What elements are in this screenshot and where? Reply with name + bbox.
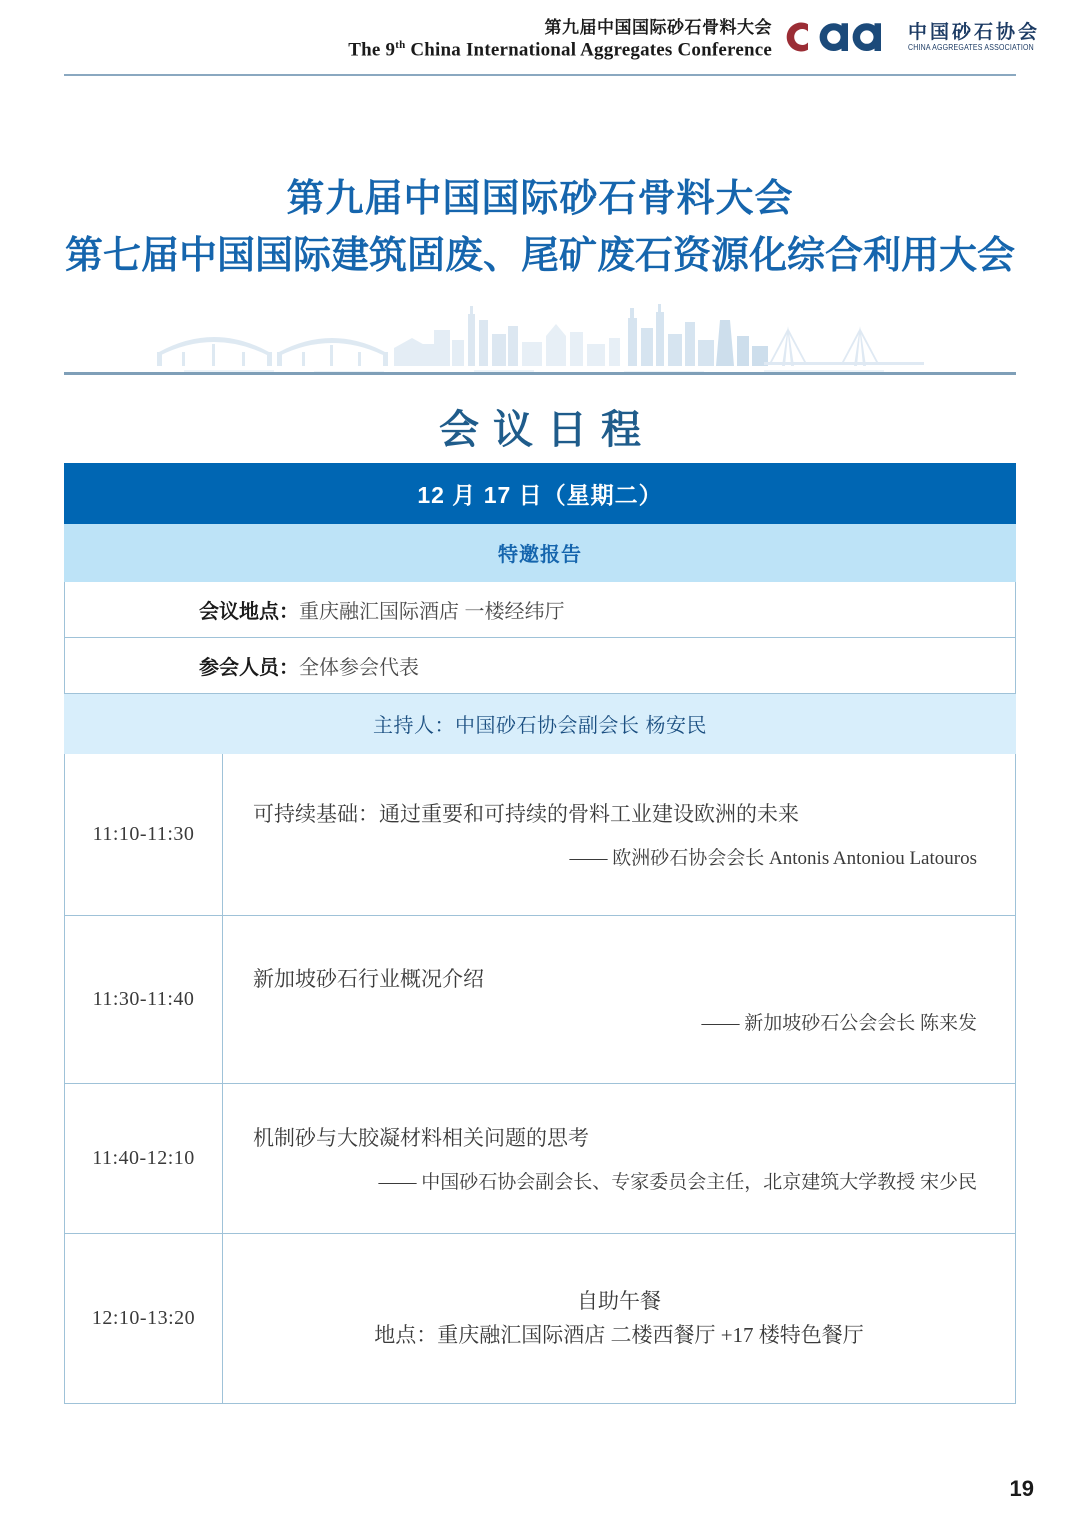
session-detail bbox=[223, 916, 1016, 1084]
header-title-en bbox=[348, 39, 772, 61]
page-number: 19 bbox=[1009, 1476, 1034, 1501]
attendees-label: 参会人员： bbox=[199, 657, 299, 679]
conference-title bbox=[0, 176, 1080, 281]
skyline-svg bbox=[64, 300, 1016, 376]
session-speaker: —— 欧洲砂石协会会长 Antonis Antoniou Latouros bbox=[569, 847, 977, 869]
agenda-session-header-row bbox=[65, 524, 1016, 582]
city-skyline-graphic bbox=[64, 300, 1016, 376]
agenda-table bbox=[64, 463, 1016, 1404]
page-title: 会议日程 bbox=[439, 407, 655, 452]
caa-wordmark bbox=[908, 23, 1040, 51]
break-detail bbox=[223, 1234, 1016, 1404]
session-title: 机制砂与大胶凝材料相关问题的思考 bbox=[253, 1126, 589, 1151]
agenda-attendees-row bbox=[65, 638, 1016, 694]
session-speaker: —— 新加坡砂石公会会长 陈来发 bbox=[701, 1012, 977, 1034]
venue-value: 重庆融汇国际酒店 一楼经纬厅 bbox=[299, 601, 565, 623]
break-time: 12:10-13:20 bbox=[65, 1234, 223, 1404]
agenda-host-cell: 主持人：中国砂石协会副会长 杨安民 bbox=[65, 694, 1016, 754]
caa-org-cn: 中国砂石协会 bbox=[907, 22, 1040, 43]
table-row bbox=[65, 754, 1016, 916]
header-titles bbox=[348, 16, 772, 61]
agenda-session-header: 特邀报告 bbox=[65, 524, 1016, 582]
conference-title-line2: 第七届中国国际建筑固废、尾矿废石资源化综合利用大会 bbox=[64, 234, 1015, 277]
caa-logomark-icon bbox=[786, 20, 904, 54]
agenda-venue-cell bbox=[65, 582, 1016, 638]
header-divider bbox=[64, 74, 1016, 76]
agenda-date-header: 12 月 17 日（星期二） bbox=[65, 464, 1016, 524]
header-title-en-rest: China International Aggregates Conference bbox=[405, 38, 772, 60]
venue-label: 会议地点： bbox=[199, 601, 299, 623]
break-name: 自助午餐 bbox=[577, 1288, 661, 1313]
caa-logo bbox=[786, 20, 1040, 54]
agenda-host-row bbox=[65, 694, 1016, 754]
session-time: 11:40-12:10 bbox=[65, 1084, 223, 1234]
session-title: 新加坡砂石行业概况介绍 bbox=[253, 967, 484, 992]
table-row-break bbox=[65, 1234, 1016, 1404]
conference-title-line1: 第九届中国国际砂石骨料大会 bbox=[286, 178, 794, 220]
break-place: 地点：重庆融汇国际酒店 二楼西餐厅 +17 楼特色餐厅 bbox=[374, 1322, 864, 1347]
skyline-divider bbox=[64, 372, 1016, 375]
session-speaker: —— 中国砂石协会副会长、专家委员会主任，北京建筑大学教授 宋少民 bbox=[378, 1171, 977, 1193]
page-header bbox=[0, 0, 1080, 76]
agenda-date-header-row bbox=[65, 464, 1016, 524]
session-time: 11:10-11:30 bbox=[65, 754, 223, 916]
header-title-en-prefix: The 9 bbox=[348, 38, 396, 60]
agenda-venue-row bbox=[65, 582, 1016, 638]
attendees-value: 全体参会代表 bbox=[299, 657, 419, 679]
session-detail bbox=[223, 1084, 1016, 1234]
table-row bbox=[65, 916, 1016, 1084]
agenda-attendees-cell bbox=[65, 638, 1016, 694]
session-detail bbox=[223, 754, 1016, 916]
session-title: 可持续基础：通过重要和可持续的骨料工业建设欧洲的未来 bbox=[253, 802, 799, 827]
header-title-cn: 第九届中国国际砂石骨料大会 bbox=[544, 18, 772, 37]
header-title-en-sup: th bbox=[395, 38, 406, 51]
caa-org-en: CHINA AGGREGATES ASSOCIATION bbox=[907, 44, 1034, 53]
session-time: 11:30-11:40 bbox=[65, 916, 223, 1084]
table-row bbox=[65, 1084, 1016, 1234]
